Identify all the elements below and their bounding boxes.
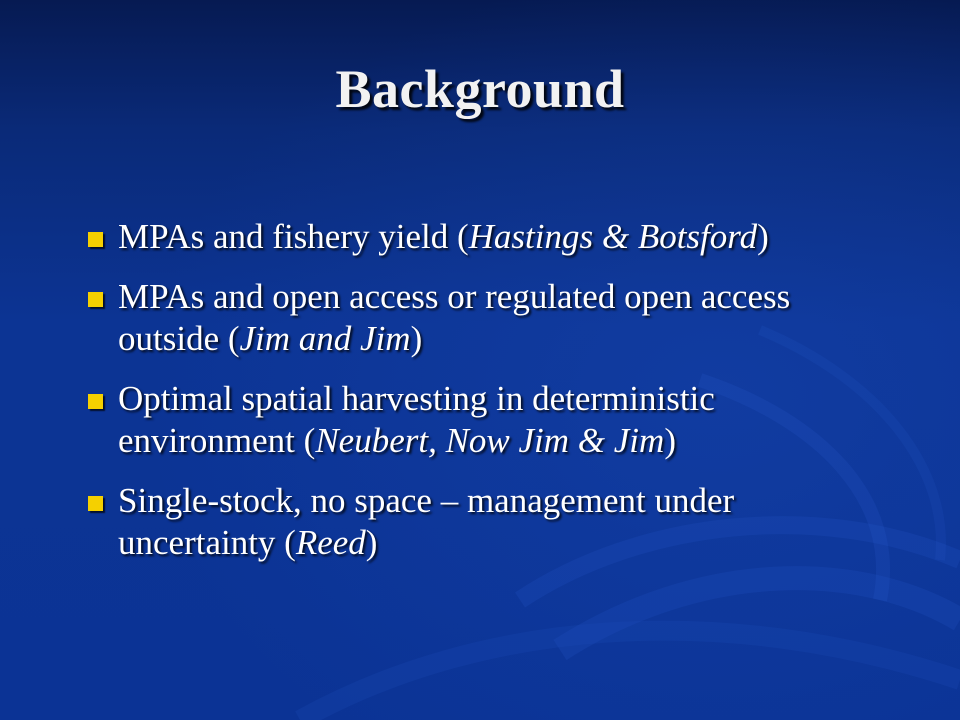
bullet-citation: Reed [295,523,366,562]
bullet-item [88,378,868,462]
bullet-list [88,216,868,582]
bullet-text: MPAs and open access or regulated open access outside ( [118,277,791,358]
square-bullet-icon [88,292,103,307]
bullet-text: Single-stock, no space – management under uncertainty ( [118,481,735,562]
bullet-close: ) [757,217,769,256]
slide-title: Background [335,59,625,119]
bullet-citation: Jim and Jim [239,319,411,358]
bullet-item [88,480,868,564]
bullet-text: Optimal spatial harvesting in deterministic environment ( [118,379,715,460]
bullet-citation: Neubert, Now Jim & Jim [315,421,665,460]
bullet-item [88,216,868,258]
bullet-close: ) [664,421,676,460]
bullet-item [88,276,868,360]
bullet-close: ) [365,523,378,562]
square-bullet-icon [88,394,103,409]
bullet-citation: Hastings & Botsford [468,217,758,256]
square-bullet-icon [88,232,103,247]
bullet-close: ) [410,319,423,358]
bullet-text: MPAs and fishery yield ( [118,217,469,256]
square-bullet-icon [88,496,103,511]
